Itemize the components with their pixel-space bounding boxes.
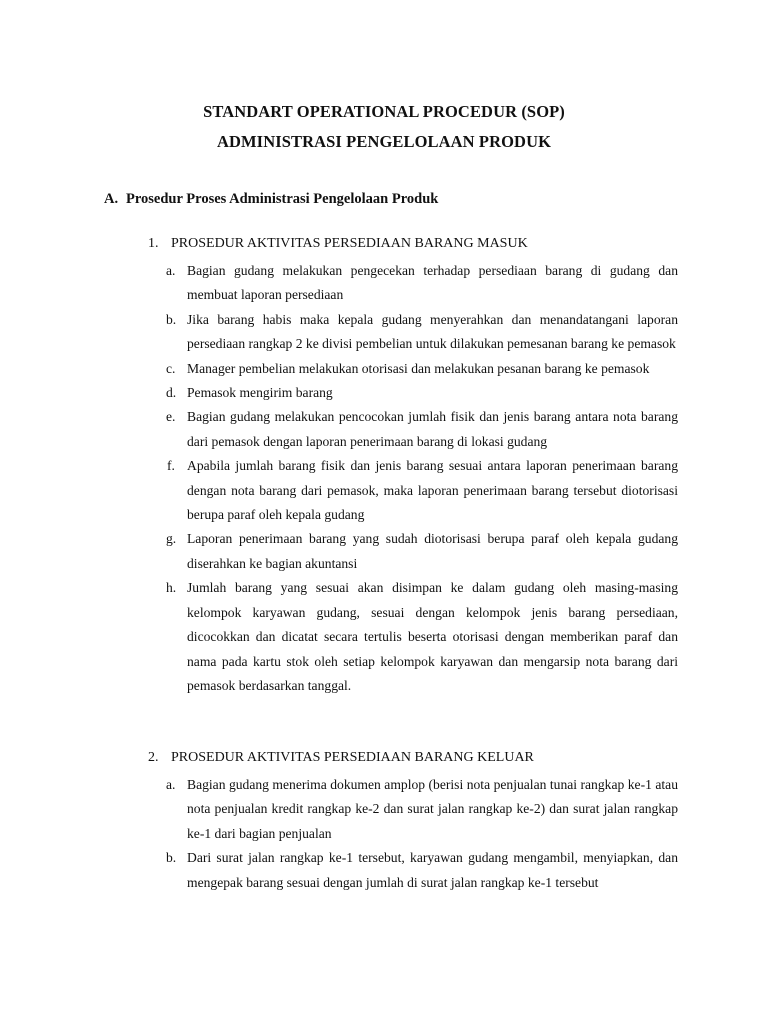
- procedure-number: 1.: [148, 236, 159, 251]
- list-item: [166, 527, 678, 576]
- procedure-heading-text: PROSEDUR AKTIVITAS PERSEDIAAN BARANG MASUK: [171, 236, 528, 251]
- procedure-heading-1: [148, 235, 528, 253]
- document-title-line-2: ADMINISTRASI PENGELOLAAN PRODUK: [216, 132, 552, 151]
- item-text: Jumlah barang yang sesuai akan disimpan ke dalam gudang oleh masing-masing kelompok karyawan gudang, sesuai dengan kelompok jenis barang persediaan, dicocokkan dan dicatat secara tertulis beserta otorisasi dengan memberikan paraf dan nama pada kartu stok oleh setiap kelompok karyawan dan mengarsip nota barang dari pemasok berdasarkan tanggal.: [187, 580, 678, 693]
- list-item: [166, 381, 678, 405]
- item-letter: g.: [166, 531, 177, 547]
- procedure-heading-text: PROSEDUR AKTIVITAS PERSEDIAAN BARANG KELUAR: [171, 750, 534, 765]
- list-item: [166, 576, 678, 698]
- section-heading-text: Prosedur Proses Administrasi Pengelolaan Produk: [126, 191, 439, 207]
- item-text: Manager pembelian melakukan otorisasi dan melakukan pesanan barang ke pemasok: [187, 360, 650, 376]
- item-text: Laporan penerimaan barang yang sudah diotorisasi berupa paraf oleh kepala gudang diserahkan ke bagian akuntansi: [187, 531, 678, 571]
- item-letter: b.: [166, 311, 177, 327]
- procedure-1-steps: [166, 259, 678, 698]
- item-letter: d.: [166, 385, 177, 401]
- item-text: Pemasok mengirim barang: [187, 385, 333, 401]
- document-title-line-1: STANDART OPERATIONAL PROCEDUR (SOP): [203, 102, 565, 121]
- list-item: [166, 259, 678, 308]
- item-letter: e.: [166, 409, 176, 425]
- procedure-2-steps: [166, 773, 678, 895]
- section-heading: [104, 190, 438, 208]
- item-letter: a.: [166, 777, 176, 792]
- item-letter: h.: [166, 580, 177, 596]
- item-text: Apabila jumlah barang fisik dan jenis barang sesuai antara laporan penerimaan barang dengan nota barang dari pemasok, maka laporan penerimaan barang tersebut diotorisasi berupa paraf oleh kepala gudang: [187, 458, 678, 523]
- list-item: [166, 308, 678, 357]
- item-letter: c.: [166, 360, 176, 376]
- item-letter: b.: [166, 850, 177, 866]
- list-item: [166, 773, 678, 846]
- procedure-number: 2.: [148, 750, 159, 765]
- item-text: Bagian gudang melakukan pengecekan terhadap persediaan barang di gudang dan membuat laporan persediaan: [187, 263, 678, 303]
- item-text: Bagian gudang menerima dokumen amplop (berisi nota penjualan tunai rangkap ke-1 atau nota penjualan kredit rangkap ke-2 dan surat jalan rangkap ke-2) dan surat jalan rangkap ke-1 dari bagian penjualan: [187, 777, 678, 841]
- item-text: Dari surat jalan rangkap ke-1 tersebut, karyawan gudang mengambil, menyiapkan, dan mengepak barang sesuai dengan jumlah di surat jalan rangkap ke-1 tersebut: [187, 850, 678, 890]
- item-letter: a.: [166, 263, 176, 278]
- list-item: [166, 357, 678, 381]
- item-text: Bagian gudang melakukan pencocokan jumlah fisik dan jenis barang antara nota barang dari pemasok dengan laporan penerimaan barang di lokasi gudang: [187, 409, 678, 449]
- item-letter: f.: [167, 458, 175, 474]
- section-marker: A.: [104, 191, 119, 207]
- list-item: [166, 405, 678, 454]
- item-text: Jika barang habis maka kepala gudang menyerahkan dan menandatangani laporan persediaan rangkap 2 ke divisi pembelian untuk dilakukan pemesanan barang ke pemasok: [187, 311, 678, 352]
- procedure-heading-2: [148, 749, 534, 767]
- list-item: [166, 454, 678, 527]
- list-item: [166, 846, 678, 895]
